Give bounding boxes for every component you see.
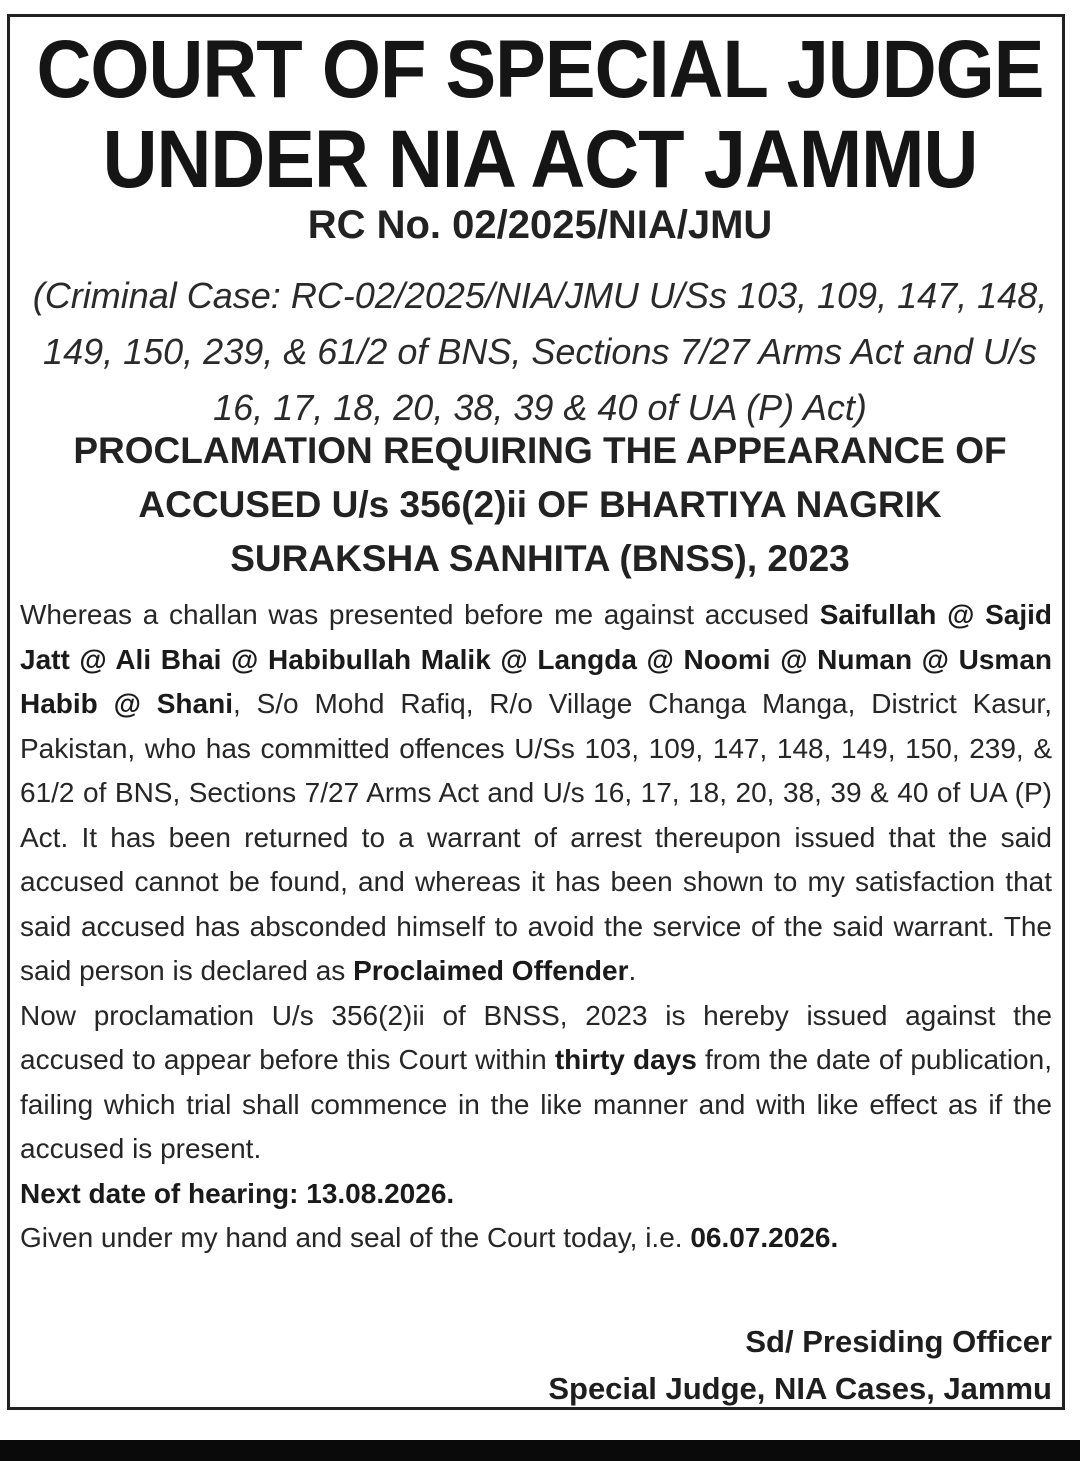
notice-body [20, 593, 1052, 1261]
court-title-line1: COURT OF SPECIAL JUDGE [36, 23, 1044, 116]
challan-end-text: . [628, 955, 637, 986]
signature-line2: Special Judge, NIA Cases, Jammu [548, 1371, 1052, 1406]
challan-intro-text: Whereas a challan was presented before me against accused [20, 599, 820, 630]
proclamation-intro-text: Now proclamation U/s 356(2)ii of BNSS, 2023 is hereby issued against the accused to appear before this Court within [20, 999, 1052, 1075]
challan-details-text: , S/o Mohd Rafiq, R/o Village Changa Manga, District Kasur, Pakistan, who has committed offences U/Ss 103, 109, 147, 148, 149, 150, 239, & 61/2 of BNS, Sections 7/27 Arms Act and U/s 16, 17, 18, 20, 38, 39 & 40 of UA (P) Act. It has been returned to a warrant of arrest thereupon issued that the said accused cannot be found, and whereas it has been shown to my satisfaction that said accused has absconded himself to avoid the service of the said warrant. The said person is declared as [20, 688, 1052, 986]
accused-names: Saifullah @ Sajid Jatt @ Ali Bhai @ Habibullah Malik @ Langda @ Noomi @ Numan @ Usman Habib @ Shani [20, 599, 1052, 719]
proclaimed-offender-label: Proclaimed Offender [353, 955, 629, 986]
paragraph-proclamation [20, 994, 1052, 1172]
paragraph-challan [20, 593, 1052, 994]
signature-block [548, 1318, 1052, 1412]
rc-number: RC No. 02/2025/NIA/JMU [307, 203, 773, 247]
proclamation-title: PROCLAMATION REQUIRING THE APPEARANCE OF ACCUSED U/s 356(2)ii OF BHARTIYA NAGRIK SURAKSHA SANHITA (BNSS), 2023 [73, 430, 1007, 579]
thirty-days-label: thirty days [554, 1044, 697, 1075]
given-text: Given under my hand and seal of the Court today, i.e. [20, 1222, 691, 1253]
given-under-seal [20, 1216, 1052, 1261]
signature-line1: Sd/ Presiding Officer [745, 1324, 1052, 1359]
given-date: 06.07.2026. [690, 1222, 839, 1253]
court-title-line2: UNDER NIA ACT JAMMU [102, 113, 978, 206]
criminal-case-details: (Criminal Case: RC-02/2025/NIA/JMU U/Ss 103, 109, 147, 148, 149, 150, 239, & 61/2 of BNS, Sections 7/27 Arms Act and U/s 16, 17, 18, 20, 38, 39 & 40 of UA (P) Act) [32, 275, 1048, 428]
proclamation-end-text: from the date of publication, failing which trial shall commence in the like manner and with like effect as if the accused is present. [20, 1044, 1052, 1164]
next-hearing-date [20, 1172, 1052, 1217]
screen-bottom-bar [0, 1440, 1080, 1461]
next-hearing-text: Next date of hearing: 13.08.2026. [20, 1177, 455, 1209]
